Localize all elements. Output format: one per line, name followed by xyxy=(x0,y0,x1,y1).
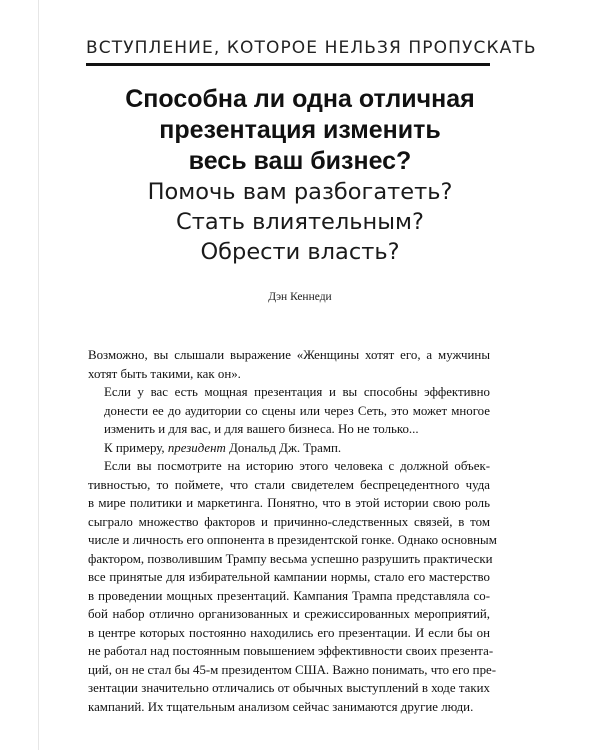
subtitle-line-1: Помочь вам разбогатеть? xyxy=(147,179,453,205)
emphasis-text: президент xyxy=(167,440,226,455)
title-line-3: весь ваш бизнес? xyxy=(188,147,412,175)
text-line: не работал над постоянным повышением эффективности своих презента- xyxy=(88,644,494,658)
chapter-header-text: ВСТУПЛЕНИЕ, КОТОРОЕ НЕЛЬЗЯ ПРОПУСКАТЬ xyxy=(86,38,537,58)
text-line: кампаний. Их тщательным анализом сейчас занимаются другие люди. xyxy=(88,699,474,714)
text-span: К примеру, xyxy=(104,440,168,455)
paragraph-3 xyxy=(88,439,490,458)
chapter-header xyxy=(86,38,537,70)
text-line: сыграло множество факторов и причинно-следственных связей, в том xyxy=(88,514,490,529)
text-line: тивностью, то поймете, что стали свидетелем беспрецедентного чуда xyxy=(88,477,490,492)
text-line: в мире политики и маркетинга. Понятно, что в этой истории свою роль xyxy=(88,496,490,510)
text-line: донести ее до аудитории со сцены или через Сеть, это может многое xyxy=(104,403,490,418)
header-rule xyxy=(86,63,490,66)
text-line: Возможно, вы слышали выражение «Женщины хотят его, а мужчины xyxy=(88,348,490,362)
subtitle-line-3: Обрести власть? xyxy=(200,239,400,265)
text-line: хотят быть такими, как он». xyxy=(88,366,241,381)
text-line: изменить и для вас, и для вашего бизнеса. Но не только... xyxy=(104,422,419,436)
text-line: все принятые для избирательной кампании нормы, стало его мастерство xyxy=(88,570,490,584)
text-line: числе и личность его оппонента в президентской гонке. Однако основным xyxy=(88,533,497,547)
text-line: Если у вас есть мощная презентация и вы способны эффективно xyxy=(104,385,490,399)
paragraph-1 xyxy=(88,346,490,383)
text-line: фактором, позволившим Трампу весьма успешно разрушить практически xyxy=(88,551,493,566)
text-line: в центре которых постоянно находились его презентации. И если бы он xyxy=(88,625,490,640)
text-line: зентации значительно отличались от обычных выступлений в ходе таких xyxy=(88,681,490,695)
text-line: в проведении мощных презентаций. Кампания Трампа представляла со- xyxy=(88,588,490,603)
paragraph-4 xyxy=(88,457,497,716)
text-line: Если вы посмотрите на историю этого человека с должной объек- xyxy=(104,459,490,473)
text-span: Дональд Дж. Трамп. xyxy=(225,440,342,455)
title-line-2: презентация изменить xyxy=(159,116,441,144)
title-line-1: Способна ли одна отличная xyxy=(125,85,475,113)
title-block xyxy=(60,84,540,267)
subtitle-line-2: Стать влиятельным? xyxy=(176,209,424,235)
text-line: ций, он не стал бы 45-м президентом США. Важно понимать, что его пре- xyxy=(88,662,497,677)
paragraph-2 xyxy=(88,383,490,439)
body-text xyxy=(88,346,497,716)
page-edge xyxy=(0,0,39,750)
text-line: бой набор отлично организованных и срежиссированных мероприятий, xyxy=(88,607,490,621)
author-name: Дэн Кеннеди xyxy=(268,291,332,303)
